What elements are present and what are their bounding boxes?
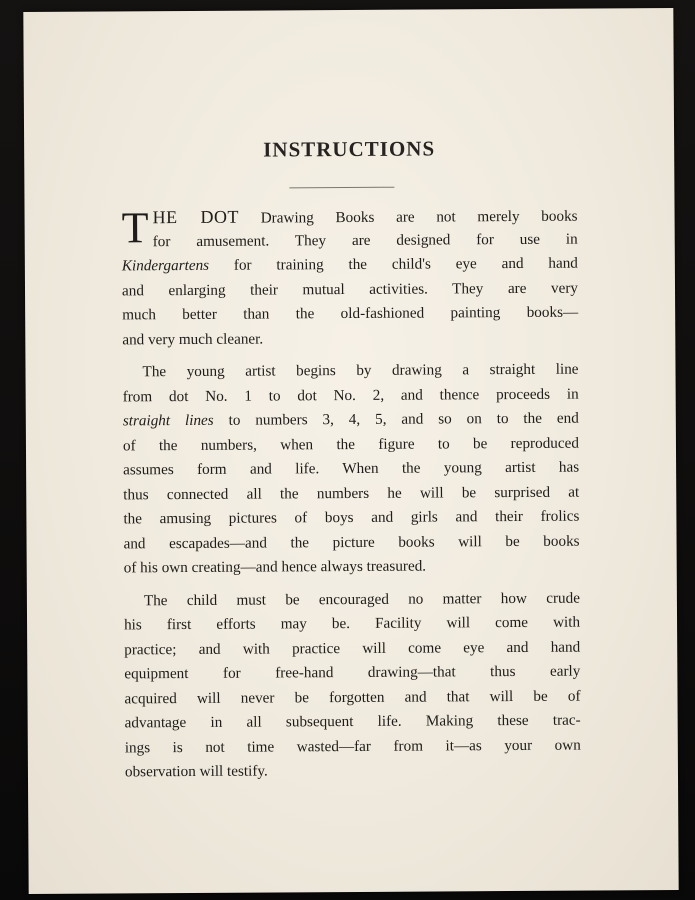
text-line <box>124 554 580 581</box>
text-line <box>121 203 577 230</box>
text-line <box>122 252 578 279</box>
text-run: The child must be encouraged no matter how crude <box>143 589 580 609</box>
text-run: thus connected all the numbers he will be surprised at <box>123 483 580 503</box>
italic-text: Kindergartens <box>121 256 210 275</box>
printed-page <box>23 8 678 894</box>
text-run: Drawing Books are not merely books <box>238 207 578 227</box>
paragraph <box>122 358 579 581</box>
text-line <box>123 505 579 532</box>
paragraph <box>124 586 581 785</box>
text-run: and escapades—and the picture books will be books <box>123 532 580 552</box>
text-line <box>123 407 579 434</box>
instructions-body <box>121 203 581 785</box>
text-run: ings is not time wasted—far from it—as your own <box>124 736 581 756</box>
text-run: the amusing pictures of boys and girls and their frolics <box>123 507 580 528</box>
page-title: INSTRUCTIONS <box>263 136 436 162</box>
text-run: advantage in all subsequent life. Making these trac- <box>124 711 581 732</box>
text-run: observation will testify. <box>124 762 268 781</box>
text-line <box>124 684 580 711</box>
text-line <box>124 611 580 638</box>
text-run: to numbers 3, 4, 5, and so on to the end <box>213 409 579 429</box>
text-run: and enlarging their mutual activities. They are very <box>121 279 579 299</box>
text-run: assumes form and life. When the young artist has <box>123 458 580 479</box>
text-line <box>123 431 579 458</box>
text-line <box>123 456 579 483</box>
text-run: The young artist begins by drawing a straight line <box>142 360 579 381</box>
text-line <box>123 529 579 556</box>
text-line <box>125 758 581 785</box>
text-run: acquired will never be forgotten and that will be of <box>124 687 581 707</box>
paragraph <box>121 203 578 353</box>
text-run: equipment for free-hand drawing—that thus early <box>124 662 581 683</box>
text-run: much better than the old-fashioned painting books— <box>122 303 579 324</box>
title-divider <box>289 187 394 189</box>
text-run: for amusement. They are designed for use in <box>152 230 578 250</box>
text-run: from dot No. 1 to dot No. 2, and thence proceeds in <box>122 385 579 405</box>
drop-cap: T <box>121 203 149 253</box>
text-run: for training the child's eye and hand <box>208 254 578 274</box>
text-line <box>125 733 581 760</box>
text-line <box>122 358 578 385</box>
text-line <box>123 480 579 507</box>
text-run: HE DOT <box>152 206 240 228</box>
text-line <box>122 301 578 328</box>
text-line <box>125 709 581 736</box>
text-line <box>122 276 578 303</box>
text-run: practice; and with practice will come eye and hand <box>124 638 581 658</box>
text-line <box>123 382 579 409</box>
text-line <box>122 325 578 352</box>
text-line <box>124 586 580 613</box>
text-run: of the numbers, when the figure to be reproduced <box>122 434 580 454</box>
text-line <box>124 660 580 687</box>
text-line <box>124 635 580 662</box>
text-run: of his own creating—and hence always treasured. <box>123 557 427 577</box>
text-run: and very much cleaner. <box>122 330 264 348</box>
text-run: his first efforts may be. Facility will come with <box>124 613 581 634</box>
italic-text: straight lines <box>122 411 214 430</box>
text-line <box>122 227 578 254</box>
